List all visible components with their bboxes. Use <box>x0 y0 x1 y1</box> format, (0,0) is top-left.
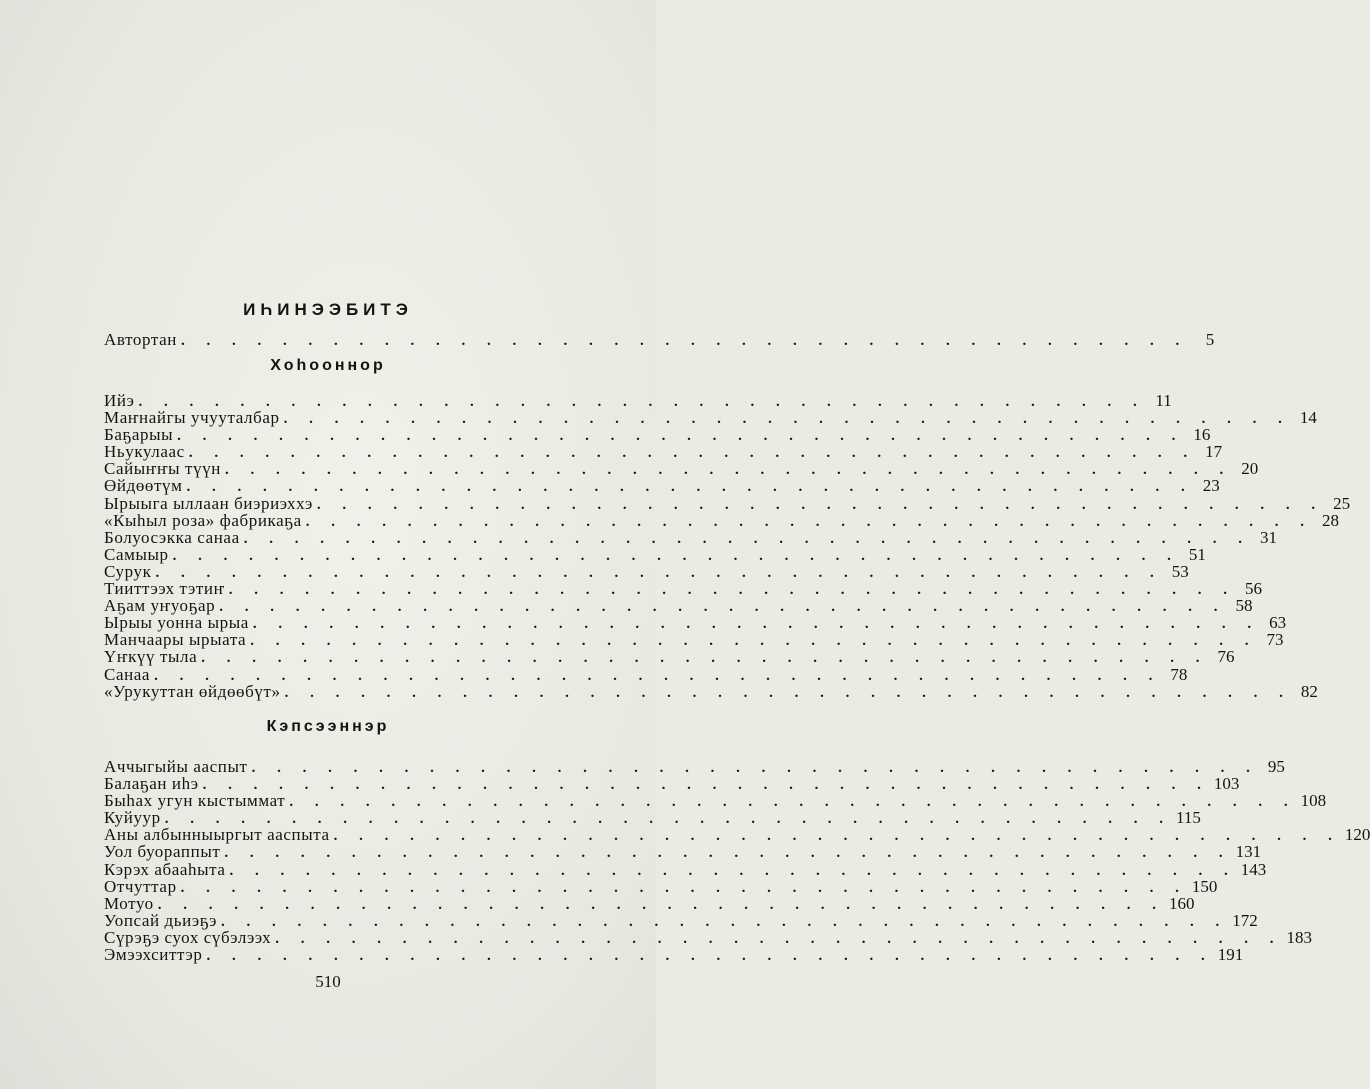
toc-entry-title: Сурук <box>104 561 152 581</box>
toc-entry-page: 56 <box>1245 579 1263 599</box>
toc-entry-title: Уопсай дьиэҕэ <box>104 910 218 930</box>
toc-entry-title: Эмээхситтэр <box>104 945 203 965</box>
toc-entry-title: Болуосэкка санаа <box>104 527 240 547</box>
dot-leader: . . . . . . . . . . . . . . . . . . . . . . . . . . . . . . . . . . . . . . . . <box>225 462 1233 479</box>
dot-leader: . . . . . . . . . . . . . . . . . . . . . . . . . . . . . . . . . . . . . . . . <box>228 582 1237 599</box>
toc-entry-page: 17 <box>1205 442 1223 462</box>
toc-entry <box>104 579 1263 599</box>
toc-entry-title: Ньукулаас <box>104 442 185 462</box>
toc-entry-page: 58 <box>1235 596 1253 616</box>
toc-entry-title: Куйуур <box>104 808 161 828</box>
dot-leader: . . . . . . . . . . . . . . . . . . . . . . . . . . . . . . . . . . . . . . . . <box>305 513 1314 530</box>
toc-entry-page: 120 <box>1344 825 1370 845</box>
dot-leader: . . . . . . . . . . . . . . . . . . . . . . . . . . . . . . . . . . . . . . . . <box>172 547 1180 564</box>
toc-entry-title: Ийэ <box>104 391 135 410</box>
toc-entry-page: 131 <box>1235 842 1262 862</box>
toc-entry-page: 143 <box>1240 859 1267 879</box>
toc-entry-page: 150 <box>1191 876 1218 896</box>
toc-entry <box>104 527 1277 547</box>
toc-entry <box>104 630 1284 650</box>
toc-entry-page: 16 <box>1193 425 1211 445</box>
toc-entry-page: 183 <box>1286 927 1312 947</box>
toc-entry-page: 103 <box>1213 774 1240 794</box>
dot-leader: . . . . . . . . . . . . . . . . . . . . . . . . . . . . . . . . . . . . . . . . <box>283 411 1291 428</box>
toc-entry <box>104 910 1258 930</box>
dot-leader: . . . . . . . . . . . . . . . . . . . . . . . . . . . . . . . . . . . . . . . . <box>154 667 1162 684</box>
toc-entry-page: 28 <box>1322 510 1340 530</box>
toc-entry-page: 20 <box>1241 459 1259 479</box>
toc-entry <box>104 613 1287 633</box>
toc-entry <box>104 391 1172 410</box>
toc-entry <box>104 927 1312 947</box>
dot-leader: . . . . . . . . . . . . . . . . . . . . . . . . . . . . . . . . . . . . . . . . <box>157 896 1165 913</box>
toc-entry-page: 172 <box>1232 910 1258 930</box>
toc-entry-page: 14 <box>1299 408 1317 428</box>
dot-leader: . . . . . . . . . . . . . . . . . . . . . . . . . . . . . . . . . . . . . . . . <box>333 828 1341 845</box>
toc-entry <box>104 859 1267 879</box>
dot-leader: . . . . . . . . . . . . . . . . . . . . . . . . . . . . . . . . . . . . . . . . <box>188 445 1197 462</box>
toc-entry <box>104 774 1240 794</box>
toc-entry-title: Аччыгыйы ааспыт <box>104 757 248 776</box>
toc-entry-title: Автортан <box>104 330 177 349</box>
toc-entry <box>104 476 1220 496</box>
toc-entry-title: Баҕарыы <box>104 425 174 445</box>
toc-entry-title: Отчуттар <box>104 876 177 896</box>
toc-entry-page: 115 <box>1176 808 1201 828</box>
toc-entry <box>104 945 1244 965</box>
dot-leader: . . . . . . . . . . . . . . . . . . . . . . . . . . . . . . . . . . . . . . . . <box>164 811 1173 828</box>
toc-entry <box>104 681 1318 701</box>
toc-entry-title: Кэрэх абааһыта <box>104 859 226 879</box>
intro-list <box>104 330 1215 349</box>
toc-entry-page: 5 <box>1205 330 1215 349</box>
dot-leader: . . . . . . . . . . . . . . . . . . . . . . . . . . . . . . . . . . . . . . . . <box>186 479 1194 496</box>
dot-leader: . . . . . . . . . . . . . . . . . . . . . . . . . . . . . . . . . . . . . . . . <box>180 879 1188 896</box>
dot-leader: . . . . . . . . . . . . . . . . . . . . . . . . . . . . . . . . . . . . . . . . <box>224 845 1232 862</box>
toc-entry-page: 51 <box>1188 544 1206 564</box>
toc-entry-title: Өйдөөтүм <box>104 476 183 496</box>
toc-entry-page: 31 <box>1259 527 1277 547</box>
toc-entry <box>104 596 1253 616</box>
toc-entry-title: Аны албынныыргыт ааспыта <box>104 825 330 845</box>
toc-entry <box>104 664 1188 684</box>
dot-leader: . . . . . . . . . . . . . . . . . . . . . . . . . . . . . . . . . . . . . . . . <box>202 777 1210 794</box>
toc-entry-title: Санаа <box>104 664 151 684</box>
toc-entry-title: Тииттээх тэтиҥ <box>104 579 225 599</box>
toc-entry-page: 95 <box>1267 757 1285 776</box>
toc-entry-page: 63 <box>1269 613 1287 633</box>
toc-entry-title: Самыыр <box>104 544 169 564</box>
dot-leader: . . . . . . . . . . . . . . . . . . . . . . . . . . . . . . . . . . . . . . . . <box>289 794 1297 811</box>
toc-entry-page: 78 <box>1170 664 1188 684</box>
section-title-poems: Хоһооннор <box>270 357 386 374</box>
dot-leader: . . . . . . . . . . . . . . . . . . . . . . . . . . . . . . . . . . . . . . . . <box>316 496 1325 513</box>
toc-entry-title: «Кыһыл роза» фабрикаҕа <box>104 510 302 530</box>
toc-entry <box>104 791 1327 811</box>
dot-leader: . . . . . . . . . . . . . . . . . . . . . . . . . . . . . . . . . . . . . . . . <box>251 760 1259 776</box>
toc-entry <box>104 493 1351 513</box>
toc-entry-page: 25 <box>1333 493 1351 513</box>
toc-entry <box>104 842 1262 862</box>
toc-entry-page: 76 <box>1217 647 1235 667</box>
toc-entry <box>104 544 1206 564</box>
toc-entry-title: Уол буораппыт <box>104 842 221 862</box>
toc-entry-title: Аҕам уҥуоҕар <box>104 596 216 616</box>
toc-entry <box>104 757 1285 776</box>
toc-entry-page: 160 <box>1169 893 1195 913</box>
toc-entry-page: 73 <box>1266 630 1284 650</box>
dot-leader: . . . . . . . . . . . . . . . . . . . . . . . . . . . . . . . . . . . . . . . . <box>138 394 1146 410</box>
page-heading: ИҺИНЭЭБИТЭ <box>243 300 413 319</box>
toc-entry-title: «Урукуттан өйдөөбүт» <box>104 681 281 701</box>
toc-entry-title: Ырыы уонна ырыа <box>104 613 249 633</box>
toc-entry <box>104 876 1218 896</box>
toc-entry <box>104 825 1370 845</box>
toc-entry-page: 53 <box>1171 561 1189 581</box>
toc-entry-page: 82 <box>1300 681 1318 701</box>
toc-entry-title: Балаҕан иһэ <box>104 774 199 794</box>
dot-leader: . . . . . . . . . . . . . . . . . . . . . . . . . . . . . . . . . . . . . . . . <box>243 530 1251 547</box>
toc-entry-title: Мотуо <box>104 893 154 913</box>
toc-entry <box>104 459 1259 479</box>
toc-entry-title: Үҥкүү тыла <box>104 647 198 667</box>
toc-entry-page: 23 <box>1202 476 1220 496</box>
dot-leader: . . . . . . . . . . . . . . . . . . . . . . . . . . . . . . . . . . . . . . . . <box>201 650 1209 667</box>
toc-entry-title: Манчаары ырыата <box>104 630 247 650</box>
toc-entry-title: Сүрэҕэ суох сүбэлээх <box>104 927 272 947</box>
dot-leader: . . . . . . . . . . . . . . . . . . . . . . . . . . . . . . . . . . . . . . . . <box>250 633 1258 650</box>
toc-entry <box>104 893 1195 913</box>
toc-entry-page: 191 <box>1217 945 1244 965</box>
dot-leader: . . . . . . . . . . . . . . . . . . . . . . . . . . . . . . . . . . . . . . . . <box>180 333 1189 349</box>
toc-entry-page: 11 <box>1155 391 1172 410</box>
toc-entry-title: Маҥнайгы учууталбар <box>104 408 280 428</box>
dot-leader: . . . . . . . . . . . . . . . . . . . . . . . . . . . . . . . . . . . . . . . . <box>284 684 1292 701</box>
dot-leader: . . . . . . . . . . . . . . . . . . . . . . . . . . . . . . . . . . . . . . . . <box>155 564 1163 581</box>
dot-leader: . . . . . . . . . . . . . . . . . . . . . . . . . . . . . . . . . . . . . . . . <box>252 616 1261 633</box>
dot-leader: . . . . . . . . . . . . . . . . . . . . . . . . . . . . . . . . . . . . . . . . <box>206 948 1214 965</box>
poems-list <box>104 391 1351 701</box>
toc-entry-page: 108 <box>1300 791 1327 811</box>
section-title-stories: Кэпсээннэр <box>266 718 390 735</box>
toc-entry-title: Быһах угун кыстыммат <box>104 791 286 811</box>
dot-leader: . . . . . . . . . . . . . . . . . . . . . . . . . . . . . . . . . . . . . . . . <box>275 930 1283 947</box>
toc-entry <box>104 808 1201 828</box>
stories-list <box>104 757 1370 965</box>
toc-entry <box>104 425 1211 445</box>
toc-entry <box>104 442 1223 462</box>
toc-entry <box>104 408 1317 428</box>
dot-leader: . . . . . . . . . . . . . . . . . . . . . . . . . . . . . . . . . . . . . . . . <box>219 599 1227 616</box>
dot-leader: . . . . . . . . . . . . . . . . . . . . . . . . . . . . . . . . . . . . . . . . <box>229 862 1237 879</box>
toc-entry-title: Сайыҥҥы түүн <box>104 459 221 479</box>
toc-entry <box>104 561 1189 581</box>
page-number: 510 <box>315 972 341 991</box>
toc-entry <box>104 510 1340 530</box>
toc-entry-title: Ырыыга ыллаан биэриэххэ <box>104 493 313 513</box>
toc-entry <box>104 647 1235 667</box>
dot-leader: . . . . . . . . . . . . . . . . . . . . . . . . . . . . . . . . . . . . . . . . <box>177 428 1185 445</box>
dot-leader: . . . . . . . . . . . . . . . . . . . . . . . . . . . . . . . . . . . . . . . . <box>221 913 1229 930</box>
toc-entry <box>104 330 1215 349</box>
